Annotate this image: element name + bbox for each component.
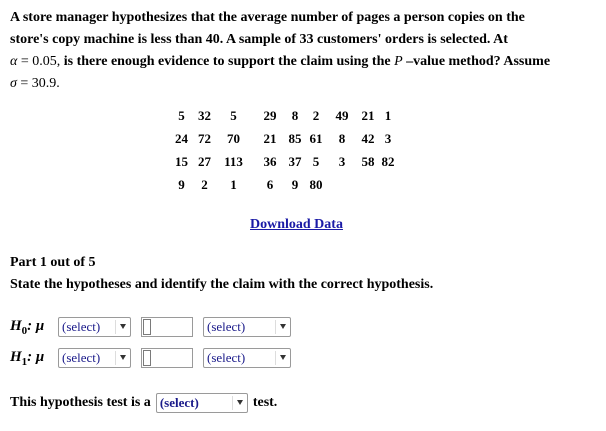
chevron-down-icon (280, 355, 286, 360)
null-relation-select[interactable]: (select) (58, 317, 131, 337)
data-cell: 1 (230, 176, 237, 192)
problem-line-3-end: –value method? Assume (402, 54, 551, 69)
problem-line-4 (10, 73, 600, 95)
chevron-down-icon (280, 324, 286, 329)
problem-line-3 (10, 51, 600, 73)
instruction-text: State the hypotheses and identify the claim with the correct hypothesis. (10, 277, 434, 292)
alternative-hypothesis-row (10, 347, 291, 369)
alternative-value-input[interactable] (141, 348, 193, 368)
data-cell: 1 (384, 107, 392, 123)
data-cell: 24 (175, 130, 188, 146)
data-cell: 8 (338, 130, 346, 146)
null-hypothesis-label: $H_0$: μ (10, 317, 45, 337)
data-row (172, 150, 397, 173)
alpha-value: = 0.05, (17, 54, 61, 69)
problem-line-2: store's copy machine is less than 40. A sample of 33 customers' orders is selected. At (10, 32, 508, 47)
data-cell: 58 (361, 153, 375, 169)
sigma-value: = 30.9. (16, 76, 60, 91)
data-cell: 49 (335, 107, 349, 123)
part-label: Part 1 out of 5 (10, 255, 96, 270)
sigma-symbol: σ (10, 76, 17, 91)
data-cell: 5 (312, 153, 320, 169)
data-cell: 29 (263, 107, 277, 123)
alternative-claim-select[interactable]: (select) (203, 348, 291, 368)
null-claim-select[interactable]: (select) (203, 317, 291, 337)
chevron-down-icon (120, 324, 126, 329)
alternative-hypothesis-label: $H_1$: μ (10, 348, 45, 368)
data-cell: 21 (361, 107, 375, 123)
data-cell: 42 (361, 130, 375, 146)
data-cell: 9 (291, 176, 299, 192)
data-cell: 37 (288, 153, 302, 169)
data-cell: 61 (309, 130, 323, 146)
test-type-select[interactable]: (select) (156, 393, 248, 413)
chevron-down-icon (120, 355, 126, 360)
data-cell: 72 (198, 130, 211, 146)
data-cell: 5 (230, 107, 237, 123)
data-cell: 82 (381, 153, 395, 169)
data-cell: 80 (309, 176, 323, 192)
data-cell: 8 (291, 107, 299, 123)
data-cell: 85 (288, 130, 302, 146)
alternative-relation-select[interactable]: (select) (58, 348, 131, 368)
problem-line-1: A store manager hypothesizes that the average number of pages a person copies on the (10, 10, 525, 25)
data-cell: 9 (178, 176, 185, 192)
data-cell: 3 (338, 153, 346, 169)
data-cell: 5 (178, 107, 185, 123)
test-type-prefix: This hypothesis test is a (10, 395, 151, 410)
data-cell: 6 (266, 176, 274, 192)
data-row (172, 127, 397, 150)
problem-line-3-text: is there enough evidence to support the claim using the (60, 54, 395, 69)
test-type-row (10, 392, 277, 414)
null-value-input[interactable] (141, 317, 193, 337)
data-cell: 70 (227, 130, 240, 146)
data-cell: 2 (312, 107, 320, 123)
chevron-down-icon (237, 400, 243, 405)
data-cell: 21 (263, 130, 277, 146)
alpha-symbol: α (10, 54, 18, 69)
data-cell: 3 (384, 130, 392, 146)
data-table (172, 104, 397, 196)
p-symbol: P (394, 54, 403, 69)
test-type-suffix: test. (252, 395, 278, 410)
data-cell: 36 (263, 153, 277, 169)
data-cell: 15 (175, 153, 188, 169)
data-cell: 2 (201, 176, 208, 192)
download-data-link[interactable]: Download Data (250, 217, 343, 232)
data-row (172, 173, 397, 196)
problem-statement (10, 7, 600, 95)
data-cell: 113 (224, 153, 243, 169)
data-row (172, 104, 397, 127)
data-cell: 32 (198, 107, 211, 123)
data-cell: 27 (198, 153, 211, 169)
null-hypothesis-row (10, 316, 291, 338)
